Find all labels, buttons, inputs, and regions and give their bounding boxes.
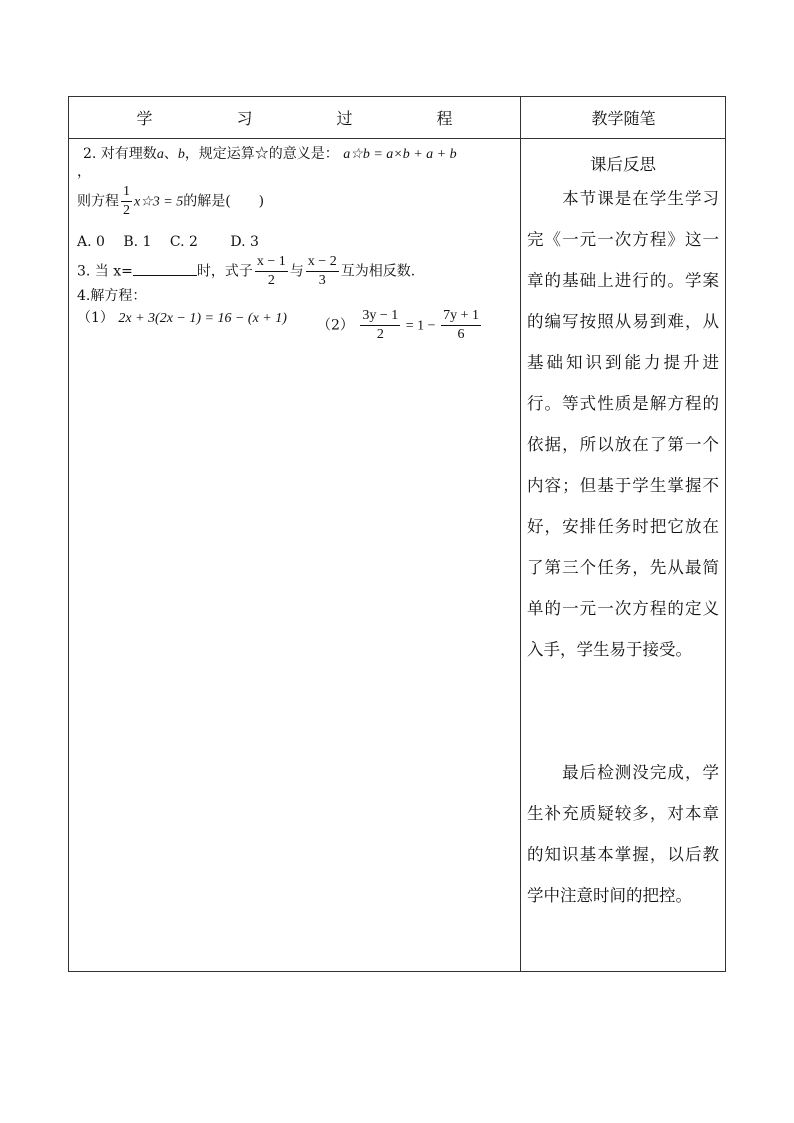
header-char: 程 — [436, 109, 453, 128]
reflection-paragraph-1: 本节课是在学生学习完《一元一次方程》这一章的基础上进行的。学案的编写按照从易到难，从基础知识到能力提升进行。等式性质是解方程的依据，所以放在了第一个内容；但基于学生掌握不好，安排任务时把它放在了第三个任务，先从最简单的一元一次方程的定义入手，学生易于接受。 — [527, 189, 719, 659]
question-3: 3. 当 x= 时，式子 $\frac{x - 1}{2}$ 与 $\frac{x - 2}{3}$ 互为相反数. — [77, 254, 416, 288]
fraction-7y-plus-1-over-6: $\frac{7y + 1}{6}$ — [443, 308, 479, 342]
reflection-title: 课后反思 — [590, 155, 656, 174]
reflection-paragraph-2: 最后检测没完成，学生补充质疑较多，对本章的知识基本掌握，以后教学中注意时间的把控。 — [527, 763, 719, 905]
fraction-x-minus-2-over-3: $\frac{x - 2}{3}$ — [307, 254, 337, 288]
fraction-one-half: $\frac{1}{2}$ — [123, 184, 130, 218]
question-2-options: A. 0 B. 1 C. 2 D. 3 — [77, 234, 259, 250]
answer-blank — [133, 261, 197, 276]
header-char: 过 — [336, 109, 353, 128]
question-2-comma: ， — [77, 164, 91, 180]
equation-2: （2） $\frac{3y - 1}{2}$ = 1 − $\frac{7y + 1}{6}$ — [317, 308, 479, 342]
fraction-x-minus-1-over-2: $\frac{x - 1}{2}$ — [256, 254, 286, 288]
operation-definition: a☆b = a×b + a + b — [343, 147, 457, 162]
question-4: 4.解方程： — [77, 288, 147, 304]
column-divider — [520, 97, 521, 971]
question-2-line-2: 则方程 $\frac{1}{2}$ x☆3 = 5的解是( ) — [77, 184, 265, 218]
lesson-table — [68, 96, 726, 972]
fraction-3y-minus-1-over-2: $\frac{3y - 1}{2}$ — [362, 308, 399, 342]
header-char: 学 — [136, 109, 153, 128]
equation-1: （1） 2x + 3(2x − 1) = 16 − (x + 1) — [77, 310, 287, 326]
header-divider — [69, 138, 725, 139]
header-teaching-notes: 教学随笔 — [591, 109, 656, 128]
question-2-line-1: 2. 对有理数a、b，规定运算☆的意义是： a☆b = a×b + a + b — [83, 146, 457, 162]
header-char: 习 — [236, 109, 253, 128]
header-learning-process — [69, 97, 520, 138]
